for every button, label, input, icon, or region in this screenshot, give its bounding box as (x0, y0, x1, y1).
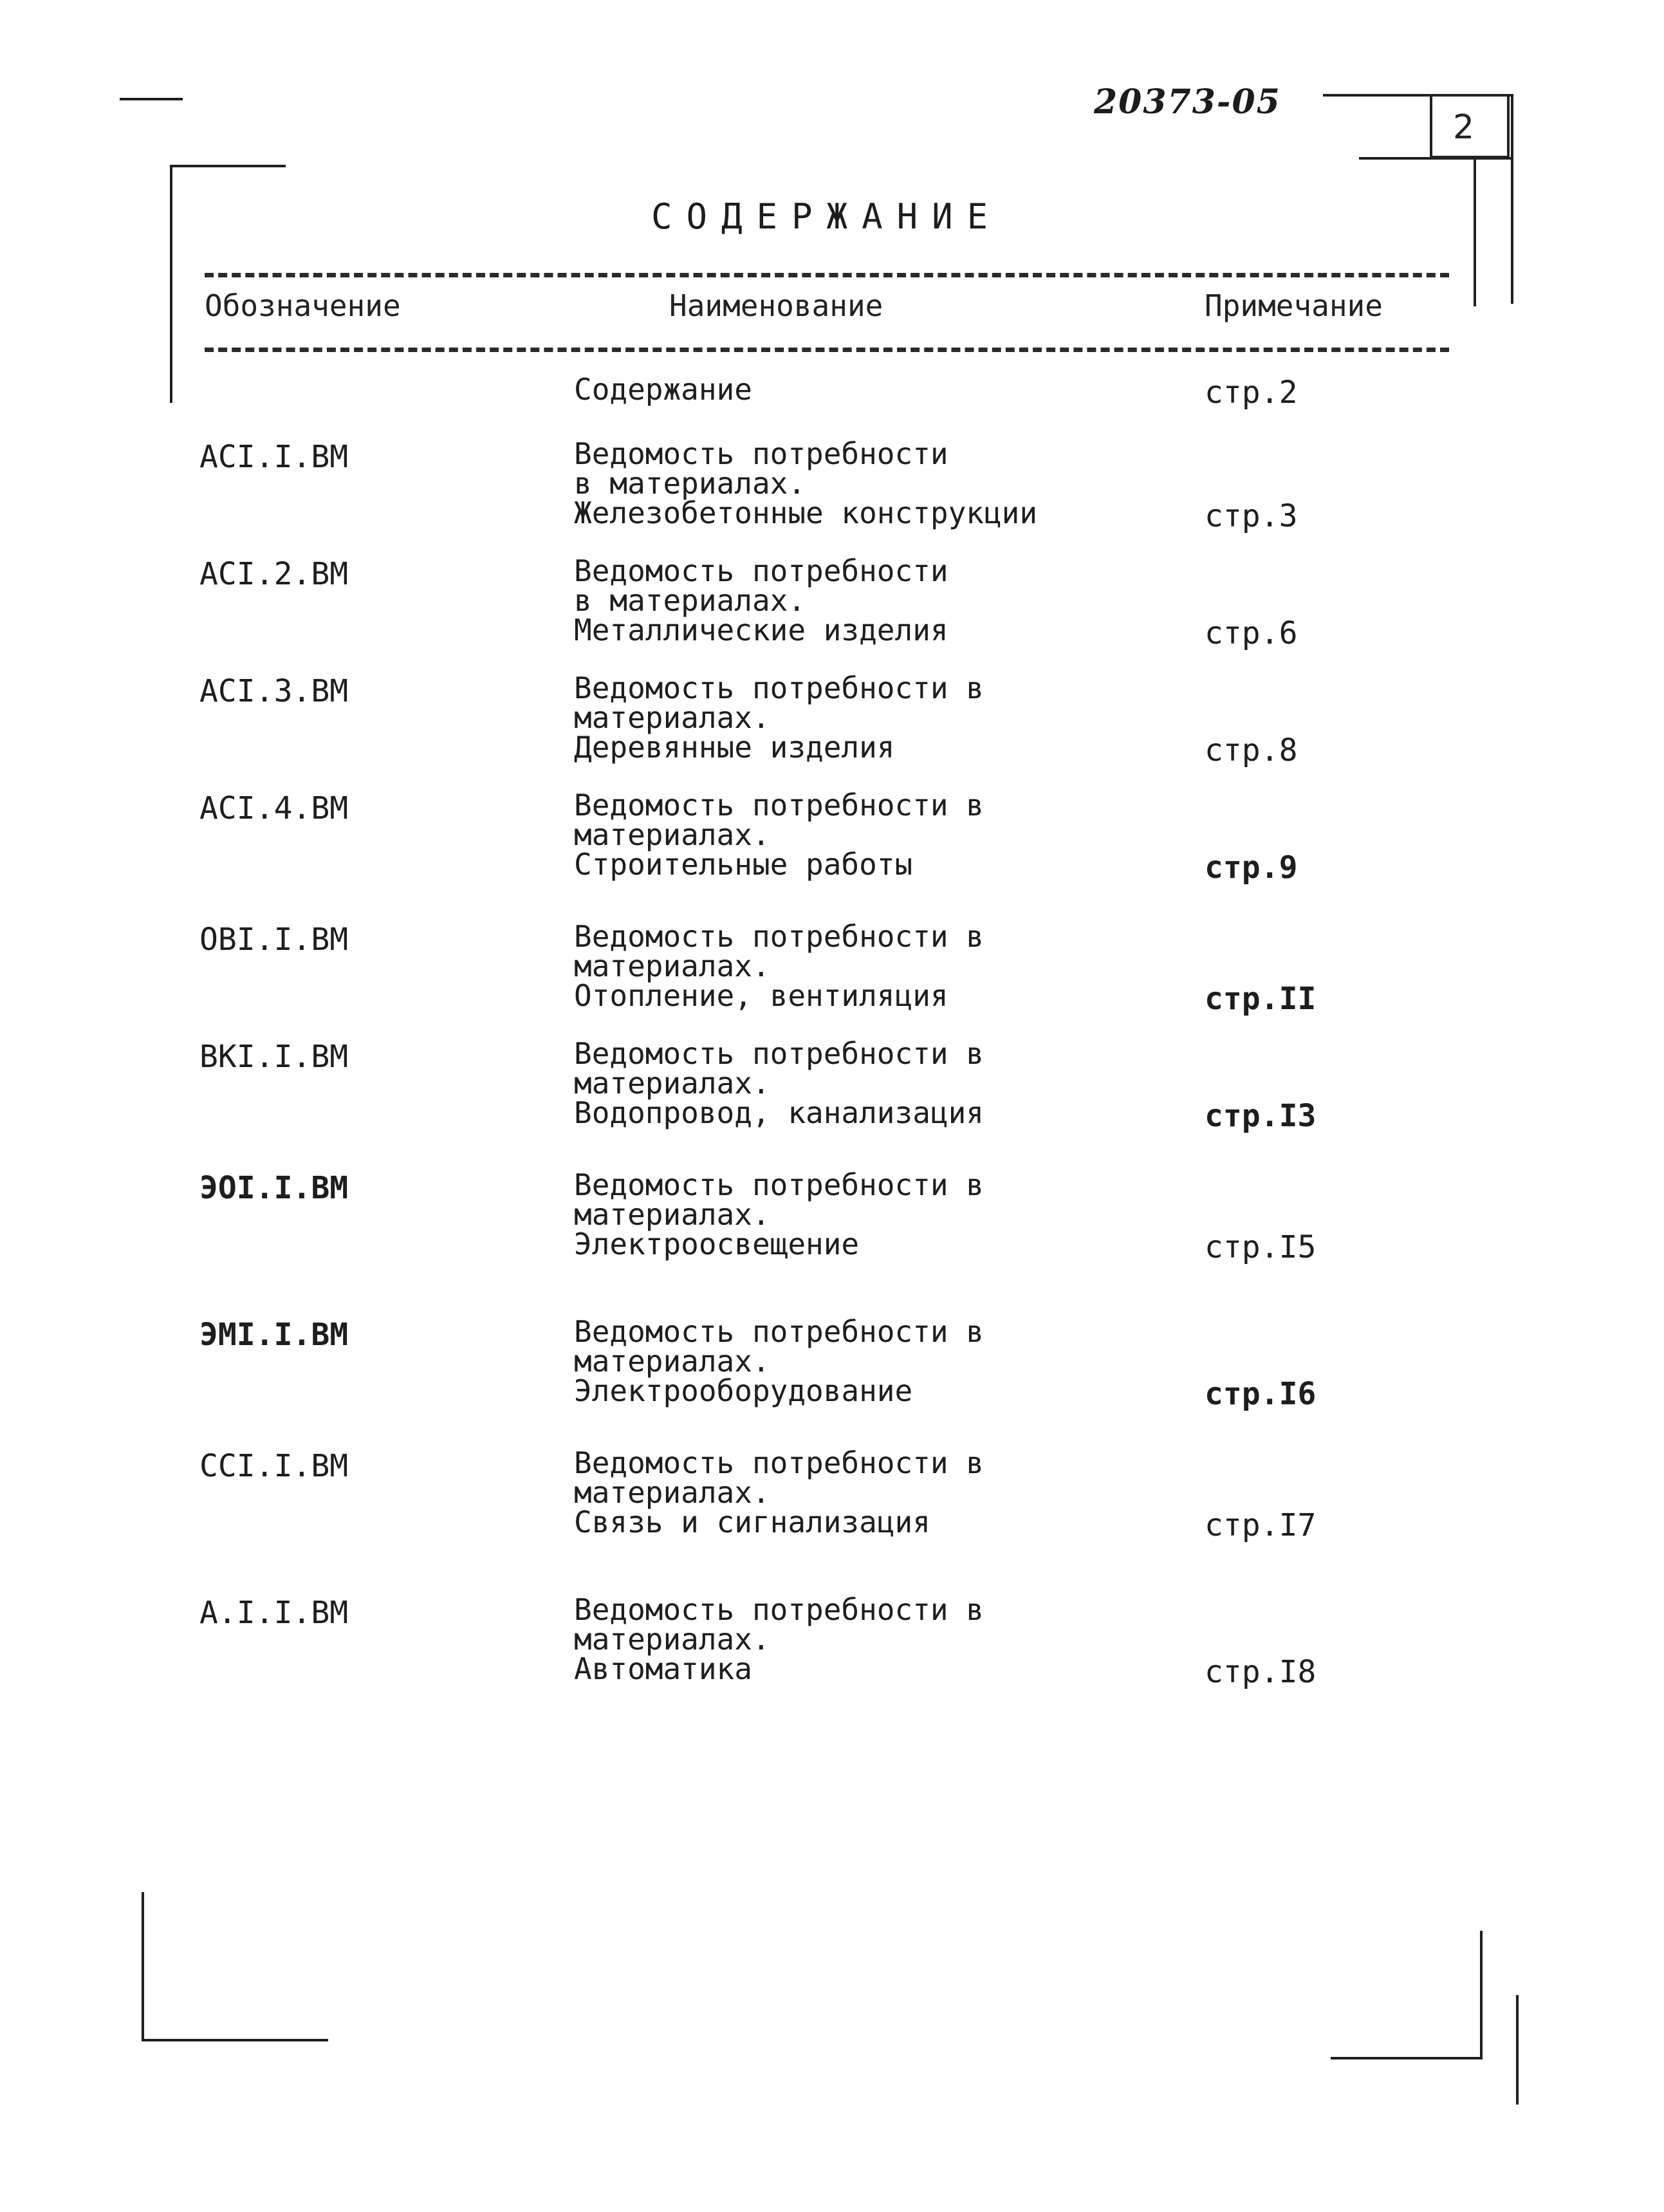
header-note: Примечание (1205, 288, 1383, 323)
row-name-line: материалах. (574, 949, 770, 983)
row-name (574, 1314, 984, 1408)
row-name-line: материалах. (574, 700, 770, 735)
row-page-note: стр.3 (1205, 498, 1298, 534)
bottom-right-vertical (1480, 1931, 1483, 2059)
row-name (574, 671, 984, 765)
bottom-right-horizontal (1331, 2057, 1483, 2059)
row-name-line: Ведомость потребности в (574, 788, 984, 823)
page-title: СОДЕРЖАНИЕ (651, 196, 1003, 237)
row-name (574, 436, 1038, 530)
row-designation: ЭОI.I.ВМ (199, 1170, 349, 1206)
top-left-rule (120, 98, 183, 100)
row-name (574, 553, 948, 647)
row-name-line: Железобетонные конструкции (574, 496, 1038, 530)
row-name-line: в материалах. (574, 583, 806, 618)
row-page-note: стр.9 (1205, 850, 1298, 886)
row-page-note: стр.6 (1205, 615, 1298, 651)
row-name-line: в материалах. (574, 466, 806, 501)
header-bottom-dashed-rule (205, 348, 1449, 352)
row-page-note: стр.I7 (1205, 1507, 1317, 1543)
row-page-note: стр.2 (1205, 375, 1298, 411)
row-designation: АСI.2.ВМ (199, 556, 349, 592)
row-page-note: стр.II (1205, 981, 1317, 1017)
row-name-line: Водопровод, канализация (574, 1095, 984, 1130)
row-name (574, 919, 984, 1013)
row-page-note: стр.I8 (1205, 1654, 1317, 1690)
row-name-line: Связь и сигнализация (574, 1505, 930, 1539)
row-name-line: материалах. (574, 1622, 770, 1657)
row-name-line: Деревянные изделия (574, 730, 895, 765)
row-name-line: Электрооборудование (574, 1373, 913, 1408)
row-name (574, 372, 752, 407)
row-name-line: Ведомость потребности (574, 436, 948, 471)
row-name (574, 788, 984, 882)
row-name-line: Ведомость потребности в (574, 671, 984, 705)
bottom-left-vertical (142, 1892, 144, 2040)
row-page-note: стр.I6 (1205, 1376, 1317, 1412)
row-name-line: материалах. (574, 817, 770, 852)
row-name-line: Автоматика (574, 1651, 752, 1686)
row-name-line: Строительные работы (574, 847, 913, 882)
row-name-line: Отопление, вентиляция (574, 978, 948, 1013)
row-designation: ОВI.I.ВМ (199, 922, 349, 958)
row-designation: АСI.4.ВМ (199, 790, 349, 826)
row-name-line: Электроосвещение (574, 1227, 860, 1261)
row-name-line: Ведомость потребности в (574, 1167, 984, 1202)
row-designation: ЭМI.I.ВМ (199, 1317, 349, 1353)
row-name (574, 1036, 984, 1130)
row-designation: АСI.I.ВМ (199, 439, 349, 475)
row-name-line: Ведомость потребности в (574, 1592, 984, 1627)
row-designation: А.I.I.ВМ (199, 1595, 349, 1631)
inner-frame-top (170, 165, 286, 167)
row-name-line: Содержание (574, 372, 752, 407)
header-name: Наименование (669, 288, 883, 323)
row-designation: ССI.I.ВМ (199, 1448, 349, 1484)
row-name-line: Металлические изделия (574, 613, 948, 647)
row-name (574, 1445, 984, 1539)
row-name-line: материалах. (574, 1066, 770, 1101)
document-number: 20373-05 (1094, 82, 1281, 122)
row-page-note: стр.I3 (1205, 1098, 1317, 1134)
row-name-line: Ведомость потребности в (574, 1314, 984, 1349)
row-name-line: Ведомость потребности в (574, 1036, 984, 1071)
row-page-note: стр.I5 (1205, 1229, 1317, 1265)
inner-frame-left (170, 165, 172, 403)
row-designation: АСI.3.ВМ (199, 673, 349, 709)
row-designation: ВКI.I.ВМ (199, 1039, 349, 1075)
bottom-left-horizontal (142, 2039, 328, 2041)
row-name-line: Ведомость потребности в (574, 919, 984, 954)
page-number: 2 (1453, 108, 1475, 147)
row-name-line: Ведомость потребности (574, 553, 948, 588)
bottom-right-vertical-2 (1516, 1995, 1519, 2105)
row-name-line: материалах. (574, 1197, 770, 1232)
row-page-note: стр.8 (1205, 732, 1298, 768)
row-name-line: материалах. (574, 1475, 770, 1510)
row-name-line: Ведомость потребности в (574, 1445, 984, 1480)
right-frame-vertical (1511, 94, 1513, 304)
header-designation: Обозначение (205, 288, 401, 323)
right-frame-inner-vertical (1474, 158, 1476, 306)
row-name-line: материалах. (574, 1344, 770, 1379)
row-name (574, 1167, 984, 1261)
header-top-dashed-rule (205, 273, 1449, 277)
row-name (574, 1592, 984, 1686)
